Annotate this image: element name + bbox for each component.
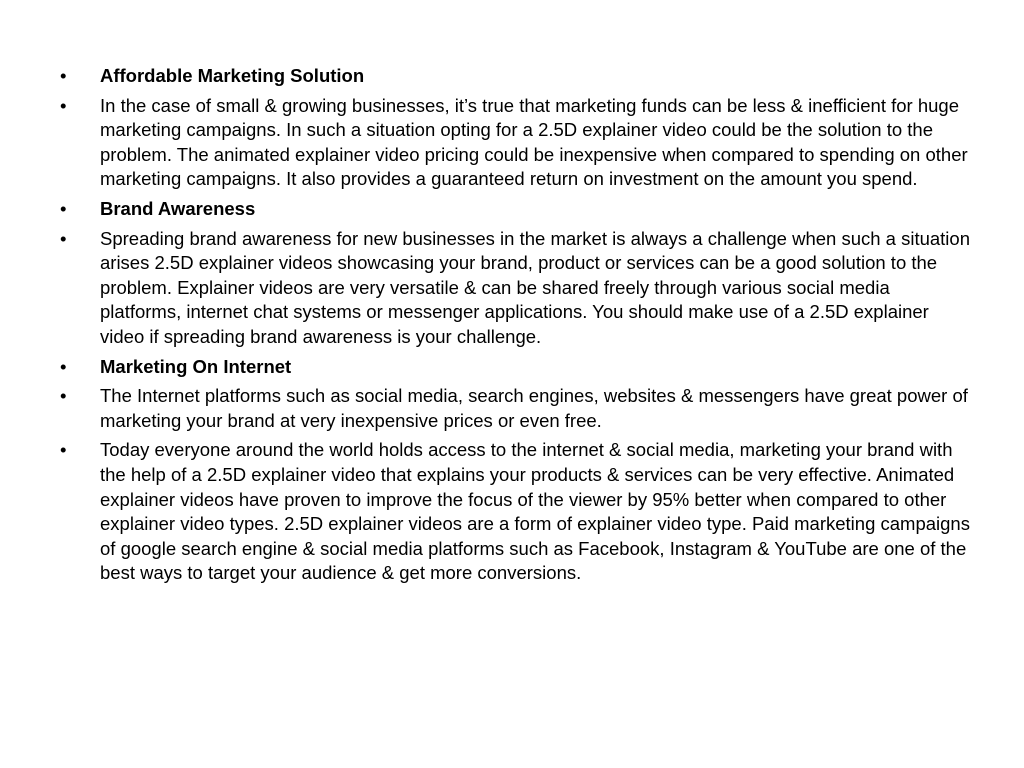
bullet-text: Brand Awareness <box>100 197 256 219</box>
bullet-paragraph-today-everyone <box>60 438 970 586</box>
bullet-icon: • <box>60 197 67 219</box>
bullet-heading-brand-awareness <box>60 197 970 222</box>
bullet-paragraph-small-business <box>60 94 970 192</box>
bullet-heading-marketing-on-internet <box>60 355 970 380</box>
bullet-text: Affordable Marketing Solution <box>100 65 365 86</box>
bullet-icon: • <box>60 385 67 407</box>
bullet-icon: • <box>60 355 67 377</box>
bullet-icon: • <box>60 94 67 116</box>
bullet-icon: • <box>60 227 67 249</box>
bullet-paragraph-internet-platforms <box>60 384 970 433</box>
bullet-list <box>60 64 970 591</box>
bullet-heading-affordable-marketing <box>60 64 970 89</box>
bullet-icon: • <box>60 65 67 86</box>
bullet-text: In the case of small & growing businesses, it’s true that marketing funds can be less & inefficient for huge marketing campaigns. In such a situation opting for a 2.5D explainer video could be the solution to the problem. The animated explainer video pricing could be inexpensive when compared to spending on other marketing campaigns. It also provides a guaranteed return on investment on the amount you spend. <box>100 94 968 190</box>
bullet-text: Today everyone around the world holds access to the internet & social media, marketing your brand with the help of a 2.5D explainer video that explains your products & services can be very effective. Animated explainer videos have proven to improve the focus of the viewer by 95% better when compared to other explainer video types. 2.5D explainer videos are a form of explainer video type. Paid marketing campaigns of google search engine & social media platforms such as Facebook, Instagram & YouTube are one of the best ways to target your audience & get more conversions. <box>100 439 970 584</box>
bullet-text: Spreading brand awareness for new businesses in the market is always a challenge when such a situation arises 2.5D explainer videos showcasing your brand, product or services can be a good solution to the problem. Explainer videos are very versatile & can be shared freely through various social media platforms, internet chat systems or messenger applications. You should make use of a 2.5D explainer video if spreading brand awareness is your challenge. <box>100 227 970 347</box>
bullet-paragraph-brand-awareness <box>60 227 970 350</box>
bullet-text: The Internet platforms such as social media, search engines, websites & messengers have great power of marketing your brand at very inexpensive prices or even free. <box>100 385 968 431</box>
bullet-text: Marketing On Internet <box>100 355 292 377</box>
bullet-icon: • <box>60 439 67 461</box>
